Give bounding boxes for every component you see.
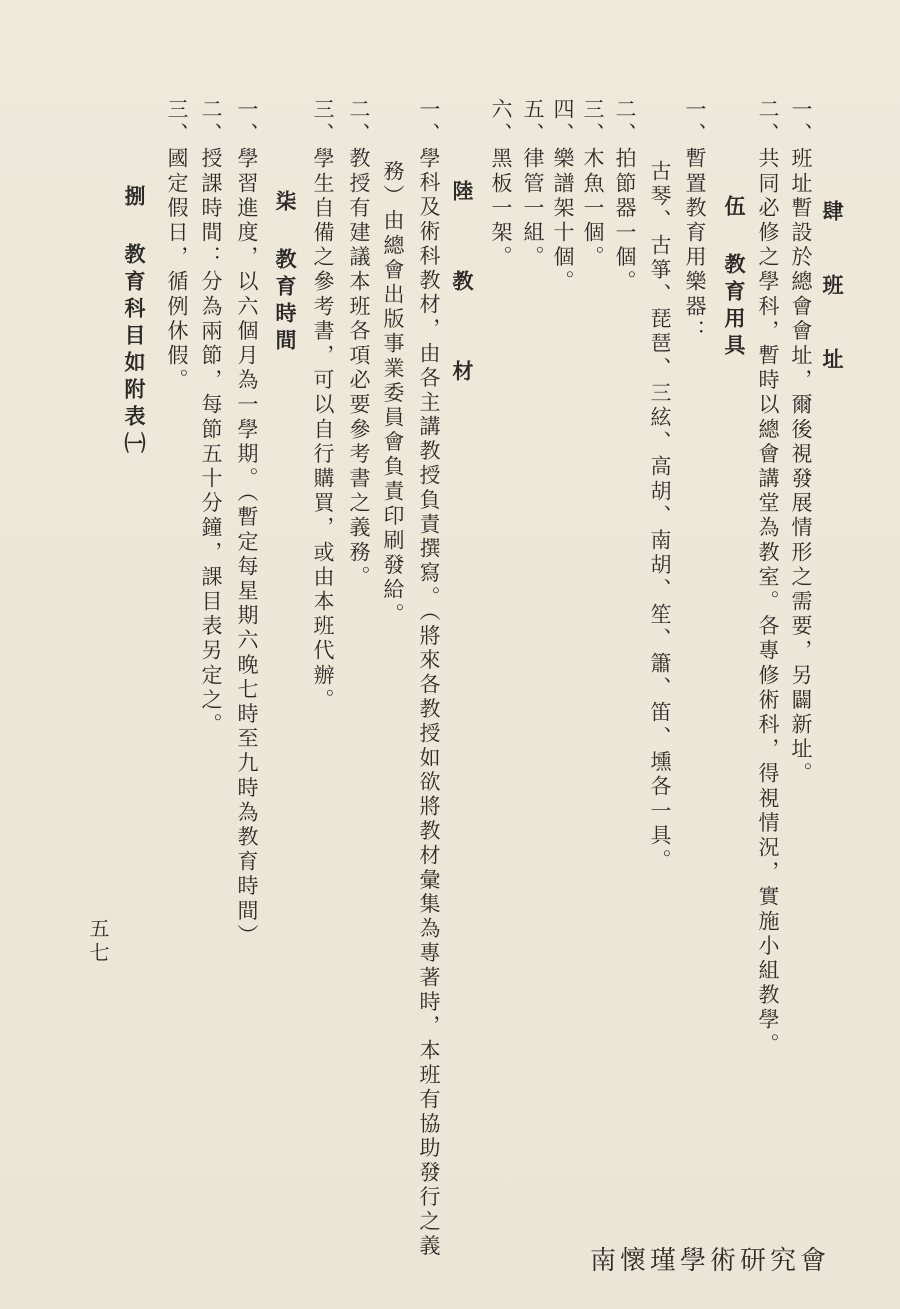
section-7-heading: 柒 教育時間 bbox=[273, 190, 298, 356]
section-5-item-4: 四、樂譜架十個。 bbox=[551, 98, 575, 295]
section-4-item-1: 一、班址暫設於總會會址，爾後視發展情形之需要，另闢新址。 bbox=[789, 98, 813, 787]
section-4-item-2: 二、共同必修之學科，暫時以總會講堂為教室。各專修術科，得視情況，實施小組教學。 bbox=[756, 98, 780, 1058]
section-8-heading: 捌 教育科目如附表㈠ bbox=[122, 185, 147, 459]
section-5-item-2: 二、拍節器一個。 bbox=[613, 98, 637, 295]
section-5-item-3: 三、木魚一個。 bbox=[581, 98, 605, 271]
section-5-item-1-detail: 古琴、古箏、琵琶、三絃、高胡、南胡、笙、簫、笛、壎各一具。 bbox=[648, 160, 672, 874]
section-5-heading: 伍 教育用具 bbox=[722, 195, 747, 361]
section-7-item-2: 二、授課時間：分為兩節，每節五十分鐘，課目表另定之。 bbox=[199, 98, 223, 738]
section-6-item-1: 一、學科及術科教材，由各主講教授負責撰寫。（將來各教授如欲將教材彙集為專著時，本班有協助發行之義 bbox=[417, 98, 441, 1259]
publisher-footer: 南懷瑾學術研究會 bbox=[590, 1246, 831, 1276]
section-6-item-1-cont: 務）由總會出版事業委員會負責印刷發給。 bbox=[381, 160, 405, 628]
section-6-heading: 陸 教 材 bbox=[450, 180, 475, 403]
section-4-heading: 肆 班 址 bbox=[820, 200, 845, 383]
section-6-item-2: 二、教授有建議本班各項必要參考書之義務。 bbox=[347, 98, 371, 590]
section-5-item-1: 一、暫置教育用樂器： bbox=[683, 98, 707, 344]
section-5-item-5: 五、律管一組。 bbox=[521, 98, 545, 271]
section-7-item-1: 一、學習進度，以六個月為一學期。（暫定每星期六晚七時至九時為教育時間） bbox=[235, 98, 259, 949]
section-7-item-3: 三、國定假日，循例休假。 bbox=[165, 98, 189, 394]
page-number: 五七 bbox=[86, 918, 110, 966]
section-6-item-3: 三、學生自備之參考書，可以自行購買，或由本班代辦。 bbox=[311, 98, 335, 713]
section-5-item-6: 六、黑板一架。 bbox=[489, 98, 513, 271]
